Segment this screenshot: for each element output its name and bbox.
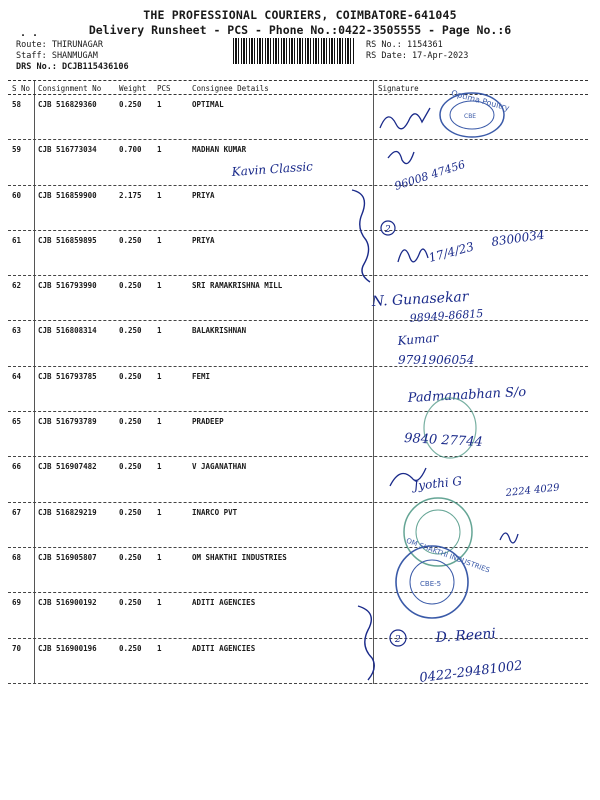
row-pcs: 1 [157, 281, 162, 291]
row-consignee: SRI RAMAKRISHNA MILL [192, 281, 283, 291]
table-row [8, 231, 588, 276]
row-consignee: OPTIMAL [192, 100, 224, 109]
row-weight: 0.250 [119, 281, 142, 291]
row-consignee: OM SHAKTHI INDUSTRIES [192, 552, 287, 562]
handwriting-63-phone: 9791906054 [398, 353, 475, 367]
row-pcs: 1 [157, 235, 162, 245]
row-sno: 69 [12, 598, 22, 608]
handwriting-60-num: 2 [385, 225, 391, 235]
row-sno: 65 [12, 417, 22, 427]
col-signature: Signature [378, 84, 419, 93]
row-sno: 68 [12, 552, 22, 562]
table-row [8, 503, 588, 548]
table-row [8, 95, 588, 140]
header-right [366, 40, 468, 62]
row-pcs: 1 [157, 462, 162, 472]
row-weight: 0.250 [119, 643, 142, 653]
handwriting-59-name: Kavin Classic [231, 159, 314, 179]
handwriting-62-phone: 98949-86815 [409, 306, 484, 325]
row-weight: 0.250 [119, 100, 142, 109]
row-consignee: PRIYA [192, 190, 215, 200]
row-consignee: PRIYA [192, 235, 215, 245]
row-consignment: CJB 516859900 [38, 190, 97, 200]
row-pcs: 1 [157, 598, 162, 608]
table-row [8, 321, 588, 366]
row-consignee: BALAKRISHNAN [192, 326, 247, 336]
rs-number: RS No.: 1154361 [366, 40, 443, 50]
row-weight: 0.250 [119, 552, 142, 562]
row-pcs: 1 [157, 643, 162, 653]
row-weight: 0.250 [119, 507, 142, 517]
row-consignee: ADITI AGENCIES [192, 598, 256, 608]
drs-number: DRS No.: DCJB115436106 [16, 62, 129, 72]
om-stamp-city: CBE-5 [420, 580, 442, 588]
table-row [8, 457, 588, 502]
row-consignment: CJB 516900192 [38, 598, 97, 608]
row-consignment: CJB 516793789 [38, 417, 97, 427]
row-consignment: CJB 516900196 [38, 643, 97, 653]
row-sno: 70 [12, 643, 22, 653]
handwriting-59-phone: 96008 47456 [392, 157, 467, 193]
row-pcs: 1 [157, 371, 162, 381]
row-sno: 67 [12, 507, 22, 517]
row-consignee: INARCO PVT [192, 507, 238, 517]
row-weight: 0.250 [119, 417, 142, 427]
col-weight: Weight [119, 84, 147, 93]
runsheet-table [8, 80, 588, 684]
table-row [8, 548, 588, 593]
row-consignee: MADHAN KUMAR [192, 145, 247, 155]
table-row [8, 367, 588, 412]
handwriting-70-phone: 0422-29481002 [418, 658, 524, 686]
row-pcs: 1 [157, 100, 162, 109]
handwriting-62-name: N. Gunasekar [371, 288, 469, 310]
row-weight: 0.250 [119, 235, 142, 245]
row-sno: 60 [12, 190, 22, 200]
handwriting-65-phone: 9840 27744 [403, 431, 484, 451]
table-row [8, 593, 588, 638]
row-consignment: CJB 516905807 [38, 552, 97, 562]
row-pcs: 1 [157, 417, 162, 427]
row-pcs: 1 [157, 190, 162, 200]
table-header [8, 80, 588, 95]
table-row [8, 140, 588, 185]
rs-date: RS Date: 17-Apr-2023 [366, 51, 469, 61]
handwriting-61-phone: 8300034 [490, 227, 546, 249]
table-row [8, 276, 588, 321]
row-pcs: 1 [157, 507, 162, 517]
handwriting-63-name: Kumar [397, 330, 439, 348]
row-consignee: V JAGANATHAN [192, 462, 247, 472]
table-row [8, 186, 588, 231]
row-consignment: CJB 516808314 [38, 326, 97, 336]
row-sno: 66 [12, 462, 22, 472]
company-title: THE PROFESSIONAL COURIERS, COIMBATORE-641045 [143, 8, 457, 22]
handwriting-69-sig: D. Reeni [435, 625, 497, 646]
staff-label: Staff: SHANMUGAM [16, 51, 98, 61]
runsheet-title: Delivery Runsheet - PCS - Phone No.:0422-3505555 - Page No.:6 [88, 23, 512, 37]
row-sno: 64 [12, 371, 22, 381]
row-weight: 0.250 [119, 598, 142, 608]
row-consignment: CJB 516793785 [38, 371, 97, 381]
route-label: Route: THIRUNAGAR [16, 40, 103, 50]
row-weight: 0.700 [119, 145, 142, 155]
om-stamp-text: OM SHAKTHI INDUSTRIES [405, 536, 491, 575]
stamp-text: Optima Poultry [450, 88, 511, 113]
handwriting-61-date: 17/4/23 [427, 239, 476, 265]
row-sno: 61 [12, 235, 22, 245]
row-consignment: CJB 516859895 [38, 235, 97, 245]
table-body [8, 95, 588, 684]
row-weight: 0.250 [119, 462, 142, 472]
table-row [8, 639, 588, 684]
col-pcs: PCS [157, 84, 171, 93]
row-consignee: PRADEEP [192, 417, 224, 427]
table-row [8, 412, 588, 457]
row-consignment: CJB 516829219 [38, 507, 97, 517]
stamp-city: CBE [464, 113, 477, 120]
row-consignee: FEMI [192, 371, 211, 381]
handwriting-69-num: 2 [395, 635, 401, 645]
handwriting-64-name: Padmanabhan S/o [407, 384, 527, 406]
row-sno: 62 [12, 281, 22, 291]
col-consignee: Consignee Details [192, 84, 269, 93]
row-consignment: CJB 516829360 [38, 100, 97, 109]
row-consignment: CJB 516907482 [38, 462, 97, 472]
handwriting-66-sig: Jyothi G [412, 473, 463, 493]
row-sno: 63 [12, 326, 22, 336]
row-sno: 59 [12, 145, 22, 155]
row-pcs: 1 [157, 145, 162, 155]
barcode [233, 38, 355, 64]
row-pcs: 1 [157, 552, 162, 562]
row-sno: 58 [12, 100, 22, 109]
col-sno: S No [12, 84, 31, 93]
row-weight: 2.175 [119, 190, 142, 200]
col-consignment: Consignment No [38, 84, 102, 93]
header-left [16, 40, 129, 73]
row-consignment: CJB 516793990 [38, 281, 97, 291]
row-weight: 0.250 [119, 326, 142, 336]
header-dots: . . [20, 28, 39, 39]
row-weight: 0.250 [119, 371, 142, 381]
row-pcs: 1 [157, 326, 162, 336]
row-consignee: ADITI AGENCIES [192, 643, 256, 653]
handwriting-66-date: 2224 4029 [505, 482, 561, 499]
row-consignment: CJB 516773034 [38, 145, 97, 155]
